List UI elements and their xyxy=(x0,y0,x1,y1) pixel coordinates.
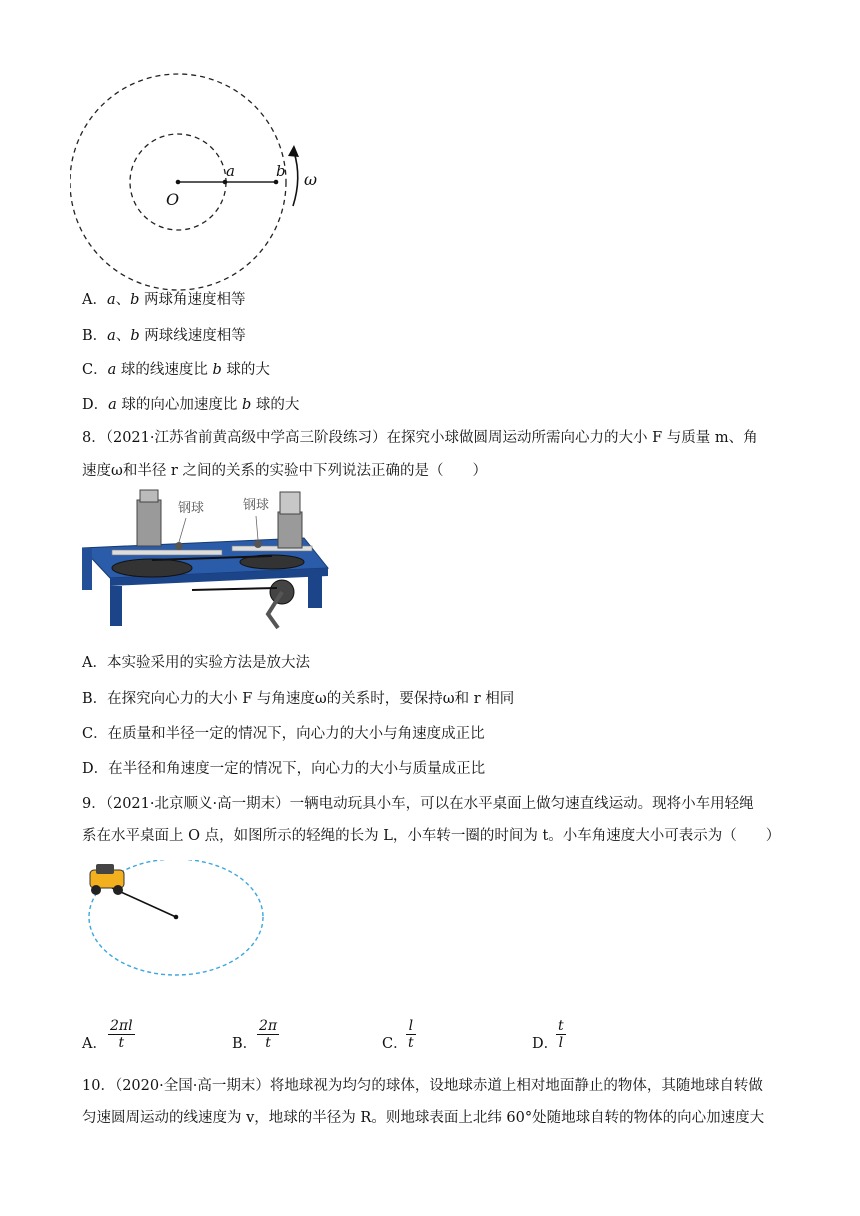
q7-option-d[interactable]: D．a 球的向心加速度比 b 球的大 xyxy=(82,397,300,413)
q9-stem-line1: 9．（2021·北京顺义·高一期末）一辆电动玩具小车，可以在水平桌面上做匀速直线运动。现将小车用轻绳 xyxy=(82,796,754,812)
label-a: a xyxy=(226,162,235,180)
centripetal-apparatus-figure xyxy=(82,486,334,644)
table-leg-front-right xyxy=(308,576,322,608)
q8-stem-line2: 速度ω和半径 r 之间的关系的实验中下列说法正确的是（ ） xyxy=(82,463,487,479)
q7-option-a[interactable]: A．a、b 两球角速度相等 xyxy=(82,292,246,308)
q9-option-c-letter[interactable]: C． xyxy=(382,1036,408,1052)
scale-rail-left xyxy=(112,550,222,555)
point-O xyxy=(174,915,179,920)
pulley-left xyxy=(112,559,192,577)
table-leg-front-left xyxy=(110,586,122,626)
q8-option-d[interactable]: D．在半径和角速度一定的情况下，向心力的大小与质量成正比 xyxy=(82,761,486,777)
q9-option-b-fraction: $\frac{2\pi}{t}$ xyxy=(259,1018,278,1051)
pointer-right xyxy=(256,516,258,540)
center-point xyxy=(176,180,181,185)
point-a xyxy=(223,180,228,185)
label-O: O xyxy=(166,190,180,209)
rotation-arrowhead xyxy=(288,145,299,157)
q9-option-d-letter[interactable]: D． xyxy=(532,1036,559,1052)
label-omega: ω xyxy=(304,170,318,189)
steel-ball-left xyxy=(175,542,183,550)
q9-option-a-letter[interactable]: A． xyxy=(82,1036,107,1052)
pointer-left xyxy=(179,518,186,542)
sleeve-left xyxy=(137,500,161,546)
q7-option-c[interactable]: C．a 球的线速度比 b 球的大 xyxy=(82,362,270,378)
rotation-arrow xyxy=(293,152,298,206)
steel-ball-right xyxy=(254,540,262,548)
q10-stem-line1: 10．（2020·全国·高一期末）将地球视为均匀的球体，设地球赤道上相对地面静止的物体，其随地球自转做 xyxy=(82,1078,763,1094)
q9-option-b-letter[interactable]: B． xyxy=(232,1036,258,1052)
table-leg-back-left xyxy=(82,548,92,590)
q9-stem-line2: 系在水平桌面上 O 点，如图所示的轻绳的长为 L，小车转一圈的时间为 t。小车角速度大小可表示为（ ） xyxy=(82,828,781,844)
toy-car-icon xyxy=(90,864,124,895)
sleeve-right xyxy=(278,512,302,548)
sleeve-left-top xyxy=(140,490,158,502)
q9-option-d-fraction: $\frac{t}{l}$ xyxy=(558,1018,564,1051)
q8-stem-line1: 8．（2021·江苏省前黄高级中学高三阶段练习）在探究小球做圆周运动所需向心力的大小 F 与质量 m、角 xyxy=(82,430,758,446)
steel-ball-label-left: 钢球 xyxy=(178,501,205,516)
q8-option-c[interactable]: C．在质量和半径一定的情况下，向心力的大小与角速度成正比 xyxy=(82,726,485,742)
toy-car-circle-figure xyxy=(82,860,272,990)
point-b xyxy=(274,180,279,185)
q8-option-a[interactable]: A．本实验采用的实验方法是放大法 xyxy=(82,655,310,671)
label-b: b xyxy=(276,162,286,180)
q7-option-b[interactable]: B．a、b 两球线速度相等 xyxy=(82,328,246,344)
q10-stem-line2: 匀速圆周运动的线速度为 v，地球的半径为 R。则地球表面上北纬 60°处随地球自转的物体的向心加速度大 xyxy=(82,1110,765,1126)
lower-belt xyxy=(192,588,277,590)
q9-option-c-fraction: $\frac{l}{t}$ xyxy=(408,1018,414,1051)
sleeve-right-top xyxy=(280,492,300,514)
steel-ball-label-right: 钢球 xyxy=(243,498,270,513)
q8-option-b[interactable]: B．在探究向心力的大小 F 与角速度ω的关系时，要保持ω和 r 相同 xyxy=(82,691,515,707)
concentric-circles-figure xyxy=(70,70,330,300)
q9-option-a-fraction: $\frac{2\pi l}{t}$ xyxy=(110,1018,133,1051)
